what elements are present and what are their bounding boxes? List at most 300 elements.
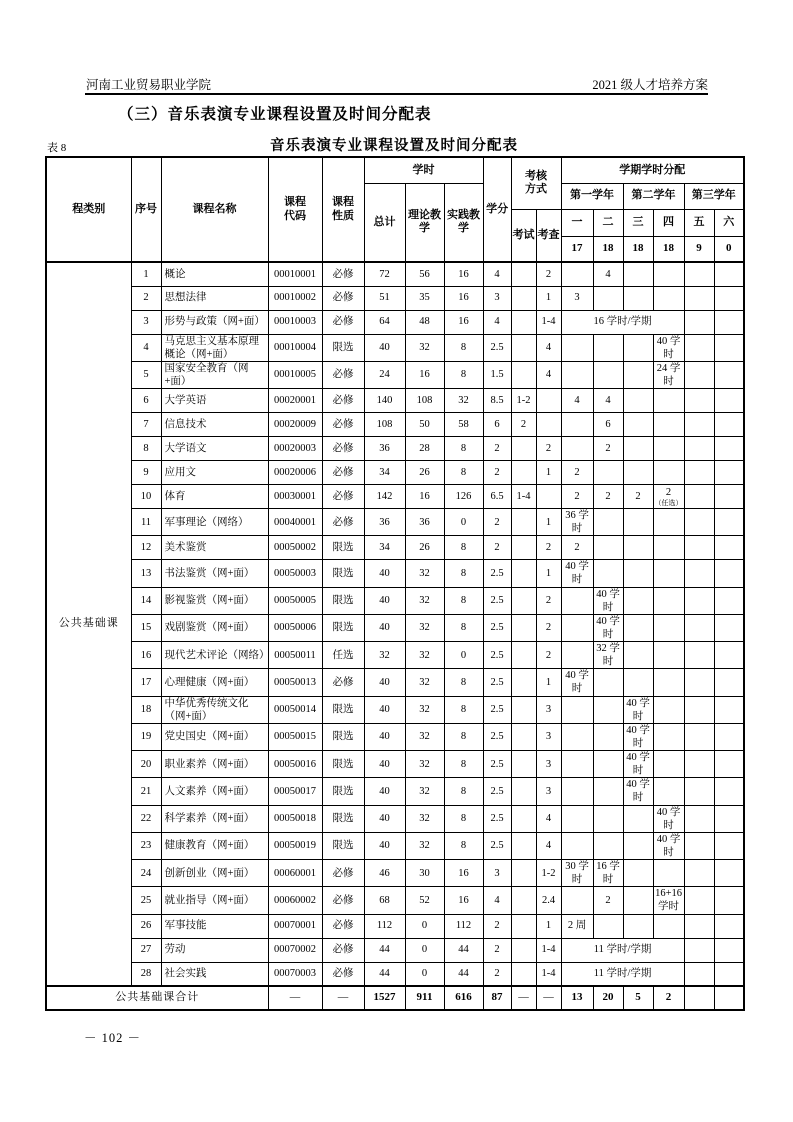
cell-no: 11 bbox=[131, 509, 161, 536]
cell-course-code: 00010001 bbox=[268, 262, 322, 286]
cell-course-name: 思想法律 bbox=[161, 286, 268, 310]
cell-no: 9 bbox=[131, 461, 161, 485]
cell-hours-theory: 32 bbox=[405, 778, 444, 805]
cell-no: 17 bbox=[131, 669, 161, 696]
cell-exam: 1-2 bbox=[511, 389, 536, 413]
cell-hours-total: 34 bbox=[364, 461, 405, 485]
cell-hours-practice: 8 bbox=[444, 437, 483, 461]
cell-course-name: 军事理论（网络） bbox=[161, 509, 268, 536]
cell-sem-3 bbox=[623, 461, 653, 485]
cell-sem-2 bbox=[593, 669, 623, 696]
total-hours-theory: 911 bbox=[405, 986, 444, 1010]
cell-credit: 3 bbox=[483, 860, 511, 887]
header-rule bbox=[85, 93, 708, 95]
cell-credit: 2.5 bbox=[483, 696, 511, 723]
page-header-right: 2021 级人才培养方案 bbox=[592, 78, 708, 92]
cell-sem-2: 40 学时 bbox=[593, 587, 623, 614]
cell-course-nature: 必修 bbox=[322, 860, 364, 887]
cell-sem-5 bbox=[684, 887, 714, 914]
col-header-check: 考查 bbox=[536, 209, 561, 262]
cell-sem-5 bbox=[684, 560, 714, 587]
cell-sem-4 bbox=[653, 262, 684, 286]
cell-sem-6 bbox=[714, 751, 744, 778]
cell-sem-6 bbox=[714, 914, 744, 938]
cell-sem-5 bbox=[684, 389, 714, 413]
cell-no: 10 bbox=[131, 485, 161, 509]
cell-hours-total: 108 bbox=[364, 413, 405, 437]
cell-check: 1 bbox=[536, 286, 561, 310]
cell-credit: 2.5 bbox=[483, 723, 511, 750]
col-header-course-name: 课程名称 bbox=[161, 157, 268, 262]
cell-hours-theory: 32 bbox=[405, 669, 444, 696]
cell-sem-6 bbox=[714, 723, 744, 750]
cell-sem-2 bbox=[593, 461, 623, 485]
col-header-exam: 考试 bbox=[511, 209, 536, 262]
cell-sem-3 bbox=[623, 642, 653, 669]
cell-exam bbox=[511, 962, 536, 986]
total-check: — bbox=[536, 986, 561, 1010]
cell-exam bbox=[511, 437, 536, 461]
cell-hours-practice: 8 bbox=[444, 778, 483, 805]
cell-hours-theory: 32 bbox=[405, 751, 444, 778]
cell-hours-total: 40 bbox=[364, 805, 405, 832]
cell-course-code: 00050005 bbox=[268, 587, 322, 614]
course-row bbox=[46, 860, 744, 887]
cell-course-code: 00060001 bbox=[268, 860, 322, 887]
cell-exam bbox=[511, 334, 536, 361]
cell-sem-6 bbox=[714, 310, 744, 334]
cell-sem-1: 40 学时 bbox=[561, 669, 593, 696]
cell-no: 25 bbox=[131, 887, 161, 914]
cell-hours-total: 72 bbox=[364, 262, 405, 286]
cell-course-nature: 必修 bbox=[322, 669, 364, 696]
col-header-sem-1: 一 bbox=[561, 209, 593, 236]
cell-hours-practice: 8 bbox=[444, 669, 483, 696]
cell-hours-theory: 50 bbox=[405, 413, 444, 437]
cell-sem-4 bbox=[653, 669, 684, 696]
cell-credit: 6.5 bbox=[483, 485, 511, 509]
cell-exam bbox=[511, 509, 536, 536]
cell-hours-theory: 32 bbox=[405, 805, 444, 832]
cell-hours-total: 44 bbox=[364, 938, 405, 962]
cell-sem-5 bbox=[684, 938, 714, 962]
cell-credit: 2.5 bbox=[483, 751, 511, 778]
cell-credit: 2 bbox=[483, 509, 511, 536]
cell-exam bbox=[511, 461, 536, 485]
cell-no: 1 bbox=[131, 262, 161, 286]
cell-course-name: 美术鉴赏 bbox=[161, 536, 268, 560]
cell-sem-5 bbox=[684, 437, 714, 461]
cell-sem-6 bbox=[714, 461, 744, 485]
cell-no: 19 bbox=[131, 723, 161, 750]
cell-sem-5 bbox=[684, 723, 714, 750]
cell-sem-3 bbox=[623, 413, 653, 437]
cell-credit: 2 bbox=[483, 938, 511, 962]
cell-hours-theory: 108 bbox=[405, 389, 444, 413]
header-row-1 bbox=[46, 157, 744, 183]
cell-hours-theory: 32 bbox=[405, 560, 444, 587]
cell-sem-4: 2 （任选） bbox=[653, 485, 684, 509]
cell-course-nature: 限选 bbox=[322, 614, 364, 641]
cell-sem-4 bbox=[653, 389, 684, 413]
cell-check: 3 bbox=[536, 723, 561, 750]
cell-course-code: 00070002 bbox=[268, 938, 322, 962]
cell-sem-2 bbox=[593, 723, 623, 750]
cell-sem-4: 24 学时 bbox=[653, 361, 684, 388]
cell-hours-total: 112 bbox=[364, 914, 405, 938]
cell-sem-5 bbox=[684, 669, 714, 696]
cell-sem-1 bbox=[561, 614, 593, 641]
cell-course-nature: 任选 bbox=[322, 642, 364, 669]
cell-exam bbox=[511, 751, 536, 778]
cell-sem-4: 40 学时 bbox=[653, 832, 684, 859]
cell-check: 2 bbox=[536, 614, 561, 641]
cell-course-code: 00020006 bbox=[268, 461, 322, 485]
cell-credit: 2.5 bbox=[483, 778, 511, 805]
cell-sem-5 bbox=[684, 751, 714, 778]
cell-hours-theory: 32 bbox=[405, 696, 444, 723]
cell-course-name: 大学英语 bbox=[161, 389, 268, 413]
cell-sem-6 bbox=[714, 938, 744, 962]
cell-sem-5 bbox=[684, 696, 714, 723]
cell-course-nature: 必修 bbox=[322, 461, 364, 485]
cell-course-nature: 限选 bbox=[322, 536, 364, 560]
col-header-credit bbox=[483, 157, 511, 262]
col-header-sem-4: 四 bbox=[653, 209, 684, 236]
course-row bbox=[46, 642, 744, 669]
cell-sem-6 bbox=[714, 696, 744, 723]
cell-sem-1 bbox=[561, 832, 593, 859]
cell-exam bbox=[511, 723, 536, 750]
cell-sem-4 bbox=[653, 587, 684, 614]
cell-sem-6 bbox=[714, 614, 744, 641]
cell-sem-2: 2 bbox=[593, 437, 623, 461]
cell-hours-total: 40 bbox=[364, 669, 405, 696]
cell-sem-3 bbox=[623, 587, 653, 614]
course-row bbox=[46, 536, 744, 560]
col-header-course-code-text: 课程代码 bbox=[283, 196, 306, 222]
cell-hours-practice: 44 bbox=[444, 962, 483, 986]
course-row bbox=[46, 887, 744, 914]
cell-exam bbox=[511, 310, 536, 334]
cell-hours-theory: 52 bbox=[405, 887, 444, 914]
cell-hours-practice: 8 bbox=[444, 461, 483, 485]
cell-course-name: 大学语文 bbox=[161, 437, 268, 461]
cell-sem-3 bbox=[623, 389, 653, 413]
cell-credit: 2.5 bbox=[483, 614, 511, 641]
course-row bbox=[46, 751, 744, 778]
cell-credit: 2 bbox=[483, 536, 511, 560]
cell-sem-6 bbox=[714, 962, 744, 986]
total-label: 公共基础课合计 bbox=[46, 986, 268, 1010]
total-sem-4: 2 bbox=[653, 986, 684, 1010]
total-credit: 87 bbox=[483, 986, 511, 1010]
cell-sem-6 bbox=[714, 778, 744, 805]
cell-no: 28 bbox=[131, 962, 161, 986]
cell-sem-3 bbox=[623, 914, 653, 938]
cell-exam bbox=[511, 642, 536, 669]
cell-course-code: 00050011 bbox=[268, 642, 322, 669]
cell-hours-theory: 16 bbox=[405, 361, 444, 388]
cell-sem-1: 2 bbox=[561, 461, 593, 485]
col-header-sem-6: 六 bbox=[714, 209, 744, 236]
weeks-sem-1: 17 bbox=[561, 236, 593, 262]
cell-hours-practice: 16 bbox=[444, 262, 483, 286]
cell-check: 4 bbox=[536, 361, 561, 388]
cell-course-nature: 限选 bbox=[322, 560, 364, 587]
course-row bbox=[46, 461, 744, 485]
cell-hours-total: 32 bbox=[364, 642, 405, 669]
cell-course-nature: 限选 bbox=[322, 696, 364, 723]
cell-hours-practice: 112 bbox=[444, 914, 483, 938]
cell-credit: 2.5 bbox=[483, 587, 511, 614]
cell-check bbox=[536, 389, 561, 413]
cell-sem-6 bbox=[714, 832, 744, 859]
cell-course-name: 党史国史（网+面） bbox=[161, 723, 268, 750]
cell-sem-3 bbox=[623, 614, 653, 641]
cell-hours-total: 40 bbox=[364, 560, 405, 587]
cell-sem-2: 4 bbox=[593, 262, 623, 286]
total-exam: — bbox=[511, 986, 536, 1010]
cell-sem-5 bbox=[684, 832, 714, 859]
col-header-semester-group: 学期学时分配 bbox=[561, 157, 744, 183]
cell-course-nature: 必修 bbox=[322, 437, 364, 461]
cell-exam bbox=[511, 696, 536, 723]
cell-sem-2 bbox=[593, 560, 623, 587]
cell-sem-4 bbox=[653, 778, 684, 805]
cell-course-code: 00050003 bbox=[268, 560, 322, 587]
cell-hours-total: 40 bbox=[364, 696, 405, 723]
cell-no: 23 bbox=[131, 832, 161, 859]
page-header-left: 河南工业贸易职业学院 bbox=[86, 78, 212, 92]
cell-sem-1 bbox=[561, 778, 593, 805]
cell-sem-4 bbox=[653, 723, 684, 750]
cell-hours-practice: 8 bbox=[444, 696, 483, 723]
cell-course-name: 国家安全教育（网+面） bbox=[161, 361, 268, 388]
cell-sem-3: 40 学时 bbox=[623, 696, 653, 723]
cell-hours-total: 24 bbox=[364, 361, 405, 388]
cell-course-name: 健康教育（网+面） bbox=[161, 832, 268, 859]
cell-sem-5 bbox=[684, 286, 714, 310]
cell-check: 2 bbox=[536, 587, 561, 614]
cell-course-nature: 必修 bbox=[322, 262, 364, 286]
cell-hours-total: 142 bbox=[364, 485, 405, 509]
cell-exam bbox=[511, 262, 536, 286]
course-row bbox=[46, 723, 744, 750]
cell-exam bbox=[511, 860, 536, 887]
cell-sem-6 bbox=[714, 262, 744, 286]
cell-hours-theory: 32 bbox=[405, 587, 444, 614]
course-row bbox=[46, 914, 744, 938]
course-row bbox=[46, 413, 744, 437]
cell-credit: 2 bbox=[483, 914, 511, 938]
cell-hours-theory: 56 bbox=[405, 262, 444, 286]
cell-course-name: 中华优秀传统文化（网+面） bbox=[161, 696, 268, 723]
cell-check: 1 bbox=[536, 560, 561, 587]
cell-course-name: 信息技术 bbox=[161, 413, 268, 437]
cell-check: 2 bbox=[536, 262, 561, 286]
cell-sem-3 bbox=[623, 860, 653, 887]
course-row bbox=[46, 310, 744, 334]
col-header-course-code bbox=[268, 157, 322, 262]
cell-check: 1-4 bbox=[536, 938, 561, 962]
cell-exam bbox=[511, 614, 536, 641]
cell-exam bbox=[511, 669, 536, 696]
cell-check: 1-4 bbox=[536, 962, 561, 986]
cell-sem-6 bbox=[714, 587, 744, 614]
course-row bbox=[46, 334, 744, 361]
cell-check: 4 bbox=[536, 334, 561, 361]
cell-check: 2.4 bbox=[536, 887, 561, 914]
cell-credit: 2.5 bbox=[483, 669, 511, 696]
cell-credit: 2.5 bbox=[483, 560, 511, 587]
cell-no: 4 bbox=[131, 334, 161, 361]
course-row bbox=[46, 962, 744, 986]
cell-sem-6 bbox=[714, 509, 744, 536]
total-sem-5 bbox=[684, 986, 714, 1010]
table-label: 表 8 bbox=[47, 142, 67, 154]
cell-course-name: 概论 bbox=[161, 262, 268, 286]
cell-sem-3 bbox=[623, 437, 653, 461]
course-row bbox=[46, 778, 744, 805]
cell-sem-5 bbox=[684, 860, 714, 887]
cell-course-code: 00050015 bbox=[268, 723, 322, 750]
cell-course-name: 社会实践 bbox=[161, 962, 268, 986]
col-header-sem-2: 二 bbox=[593, 209, 623, 236]
course-row bbox=[46, 614, 744, 641]
cell-check: 2 bbox=[536, 642, 561, 669]
cell-sem-2 bbox=[593, 914, 623, 938]
cell-sem-5 bbox=[684, 413, 714, 437]
course-row bbox=[46, 587, 744, 614]
cell-sem-4 bbox=[653, 286, 684, 310]
cell-hours-practice: 58 bbox=[444, 413, 483, 437]
cell-check bbox=[536, 485, 561, 509]
cell-check: 2 bbox=[536, 536, 561, 560]
cell-credit: 2 bbox=[483, 461, 511, 485]
cell-hours-theory: 35 bbox=[405, 286, 444, 310]
cell-no: 2 bbox=[131, 286, 161, 310]
cell-course-code: 00070003 bbox=[268, 962, 322, 986]
cell-hours-practice: 8 bbox=[444, 751, 483, 778]
cell-sem-3 bbox=[623, 286, 653, 310]
cell-course-code: 00050017 bbox=[268, 778, 322, 805]
cell-sem-1: 3 bbox=[561, 286, 593, 310]
col-header-credit-text: 学分 bbox=[486, 202, 509, 215]
cell-hours-practice: 16 bbox=[444, 887, 483, 914]
cell-sem-6 bbox=[714, 334, 744, 361]
cell-sem-6 bbox=[714, 485, 744, 509]
cell-hours-theory: 32 bbox=[405, 832, 444, 859]
cell-course-code: 00030001 bbox=[268, 485, 322, 509]
weeks-sem-5: 9 bbox=[684, 236, 714, 262]
cell-sem-2: 40 学时 bbox=[593, 614, 623, 641]
cell-sem-subnote: （任选） bbox=[654, 498, 683, 507]
cell-hours-practice: 8 bbox=[444, 587, 483, 614]
cell-course-nature: 必修 bbox=[322, 485, 364, 509]
cell-sem-6 bbox=[714, 805, 744, 832]
cell-hours-total: 140 bbox=[364, 389, 405, 413]
cell-hours-theory: 32 bbox=[405, 334, 444, 361]
cell-hours-total: 40 bbox=[364, 778, 405, 805]
cell-sem-4 bbox=[653, 751, 684, 778]
cell-course-code: 00010002 bbox=[268, 286, 322, 310]
cell-sem-2: 32 学时 bbox=[593, 642, 623, 669]
cell-course-code: 00050002 bbox=[268, 536, 322, 560]
cell-course-nature: 必修 bbox=[322, 310, 364, 334]
cell-no: 18 bbox=[131, 696, 161, 723]
cell-course-code: 00020009 bbox=[268, 413, 322, 437]
cell-sem-3 bbox=[623, 832, 653, 859]
cell-hours-theory: 30 bbox=[405, 860, 444, 887]
cell-sem-4 bbox=[653, 461, 684, 485]
cell-course-code: 00020001 bbox=[268, 389, 322, 413]
cell-course-name: 创新创业（网+面） bbox=[161, 860, 268, 887]
cell-hours-practice: 16 bbox=[444, 310, 483, 334]
cell-check: 3 bbox=[536, 696, 561, 723]
cell-sem-1 bbox=[561, 887, 593, 914]
cell-no: 3 bbox=[131, 310, 161, 334]
cell-course-code: 00010005 bbox=[268, 361, 322, 388]
cell-check: 4 bbox=[536, 805, 561, 832]
cell-course-name: 应用文 bbox=[161, 461, 268, 485]
col-header-hours-total: 总计 bbox=[364, 183, 405, 262]
cell-course-code: 00050006 bbox=[268, 614, 322, 641]
col-header-year-2: 第二学年 bbox=[623, 183, 684, 209]
cell-no: 6 bbox=[131, 389, 161, 413]
cell-sem-1 bbox=[561, 361, 593, 388]
cell-hours-theory: 36 bbox=[405, 509, 444, 536]
cell-sem-2: 16 学时 bbox=[593, 860, 623, 887]
cell-sem-6 bbox=[714, 389, 744, 413]
cell-credit: 2.5 bbox=[483, 334, 511, 361]
cell-sem-5 bbox=[684, 614, 714, 641]
cell-hours-theory: 32 bbox=[405, 642, 444, 669]
cell-sem-2: 4 bbox=[593, 389, 623, 413]
cell-no: 27 bbox=[131, 938, 161, 962]
cell-sem-3 bbox=[623, 536, 653, 560]
cell-course-name: 影视鉴赏（网+面） bbox=[161, 587, 268, 614]
cell-check: 1 bbox=[536, 461, 561, 485]
total-sem-1: 13 bbox=[561, 986, 593, 1010]
cell-no: 15 bbox=[131, 614, 161, 641]
cell-hours-practice: 8 bbox=[444, 560, 483, 587]
cell-course-nature: 必修 bbox=[322, 962, 364, 986]
cell-sem-5 bbox=[684, 587, 714, 614]
cell-sem-3 bbox=[623, 887, 653, 914]
cell-sem-3: 40 学时 bbox=[623, 778, 653, 805]
col-header-sem-3: 三 bbox=[623, 209, 653, 236]
course-row bbox=[46, 669, 744, 696]
cell-credit: 2.5 bbox=[483, 805, 511, 832]
course-table bbox=[45, 156, 745, 1011]
cell-hours-practice: 8 bbox=[444, 805, 483, 832]
cell-course-name: 形势与政策（网+面） bbox=[161, 310, 268, 334]
cell-sem-2 bbox=[593, 536, 623, 560]
cell-exam: 2 bbox=[511, 413, 536, 437]
cell-sem-3 bbox=[623, 805, 653, 832]
cell-no: 8 bbox=[131, 437, 161, 461]
cell-sem-1 bbox=[561, 696, 593, 723]
cell-sem-5 bbox=[684, 805, 714, 832]
cell-hours-total: 40 bbox=[364, 751, 405, 778]
total-sem-6 bbox=[714, 986, 744, 1010]
cell-course-code: 00040001 bbox=[268, 509, 322, 536]
cell-sem-6 bbox=[714, 361, 744, 388]
cell-course-nature: 必修 bbox=[322, 361, 364, 388]
cell-exam: 1-4 bbox=[511, 485, 536, 509]
cell-sem-1 bbox=[561, 437, 593, 461]
